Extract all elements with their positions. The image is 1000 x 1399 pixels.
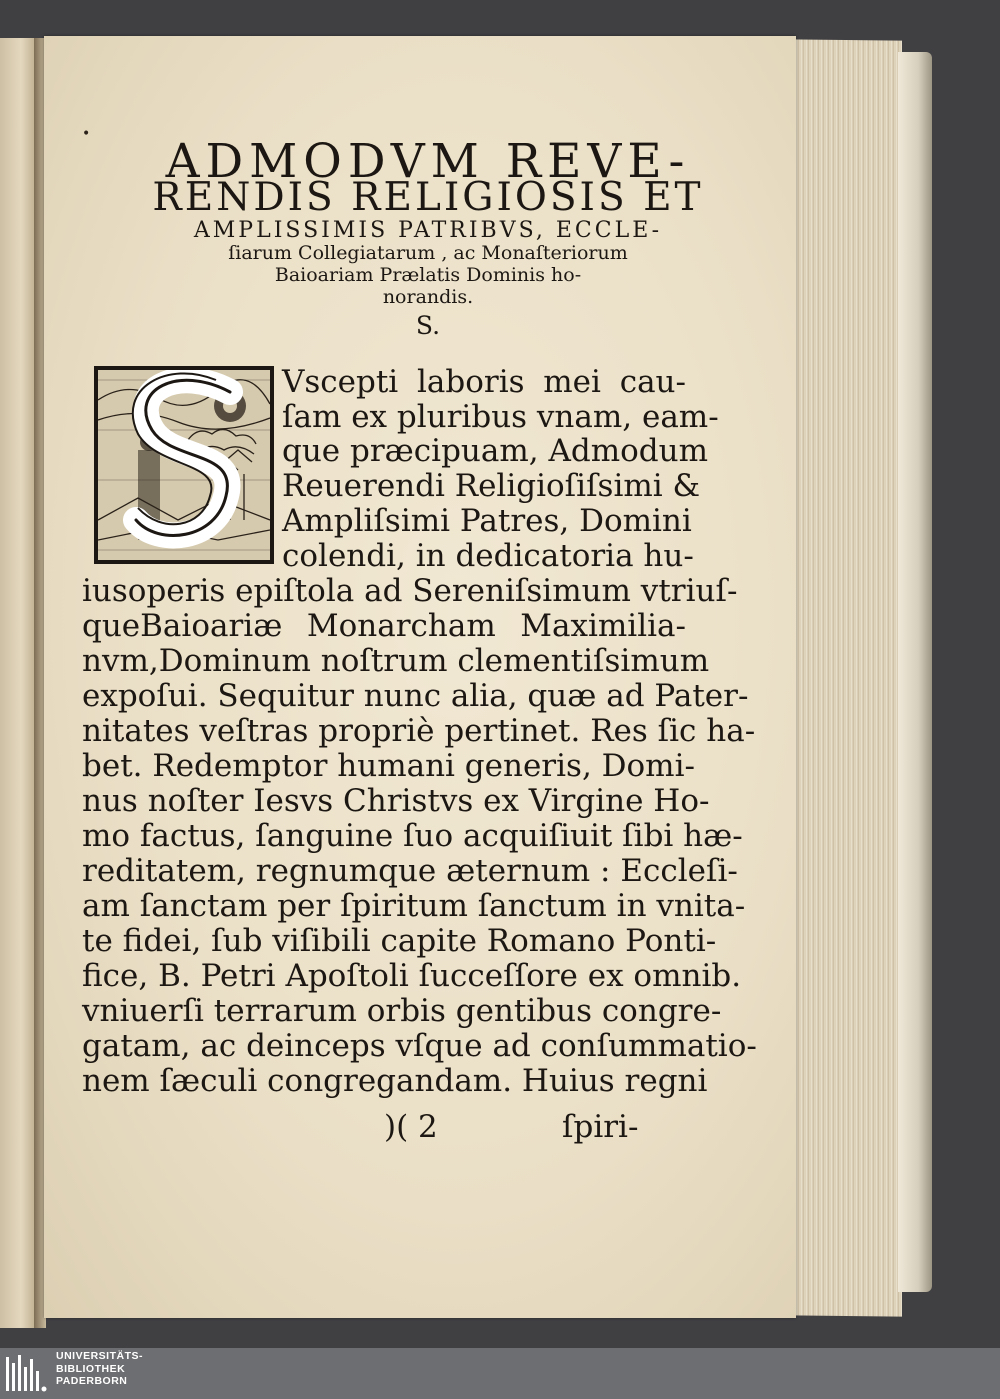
library-name-line-1: UNIVERSITÄTS- [56, 1350, 144, 1362]
left-page-edge [0, 38, 38, 1328]
body-line-20: gatam, ac deinceps vſque ad conſummatio- [82, 1028, 757, 1064]
title-line-2: RENDIS RELIGIOSIS ET [152, 175, 704, 220]
library-name-line-2: BIBLIOTHEK [56, 1362, 126, 1375]
body-line-8: queBaioariæ Monarcham Maximilia- [82, 608, 686, 644]
page-block-edge [790, 39, 902, 1316]
title-line-6: norandis. [382, 286, 474, 308]
decorated-initial-s-woodcut [94, 366, 274, 564]
body-line-21: nem ſæculi congregandam. Huius regni [82, 1063, 708, 1099]
body-line-15: reditatem, regnumque æternum : Eccleſi- [82, 853, 738, 889]
book-cover-edge [898, 52, 932, 1292]
body-line-3: que præcipuam, Admodum [282, 433, 708, 469]
body-line-7: iusoperis epiſtola ad Sereniſsimum vtriuſ- [82, 573, 738, 609]
ink-speck: • [82, 126, 91, 142]
body-line-11: nitates veſtras propriè pertinet. Res ſic ha- [82, 713, 756, 749]
body-line-1: Vscepti laboris mei cau- [282, 364, 686, 400]
title-line-1: ADMODVM REVE- [165, 134, 691, 189]
signature-mark: )( 2 [384, 1109, 438, 1145]
title-line-3: AMPLISSIMIS PATRIBVS, ECCLE- [193, 218, 663, 243]
library-logo-icon [4, 1353, 48, 1395]
salutation: S. [415, 311, 441, 340]
body-line-14: mo factus, ſanguine ſuo acquiſiuit ſibi hæ- [82, 818, 743, 854]
body-line-6: colendi, in dedicatoria hu- [282, 538, 694, 574]
body-line-13: nus noſter Iesvs Christvs ex Virgine Ho- [82, 783, 710, 819]
library-brand-bar [0, 1348, 1000, 1399]
body-line-2: ſam ex pluribus vnam, eam- [282, 399, 719, 435]
library-name-line-3: PADERBORN [56, 1375, 128, 1387]
body-line-4: Reuerendi Religioſiſsimi & [282, 468, 701, 504]
woodcut-illustration [98, 370, 270, 560]
body-line-10: expoſui. Sequitur nunc alia, quæ ad Pater- [82, 678, 749, 714]
title-line-4: ſiarum Collegiatarum , ac Monaſteriorum [228, 242, 628, 264]
library-name [56, 1350, 143, 1388]
title-line-5: Baioariam Prælatis Dominis ho- [274, 264, 582, 286]
body-line-19: vniuerſi terrarum orbis gentibus congre- [82, 993, 722, 1029]
body-line-16: am ſanctam per ſpiritum ſanctum in vnita- [82, 888, 746, 924]
body-line-12: bet. Redemptor humani generis, Domi- [82, 748, 695, 784]
body-line-17: te fidei, ſub viſibili capite Romano Ponti- [82, 923, 717, 959]
body-line-5: Ampliſsimi Patres, Domini [282, 503, 692, 539]
catchword: ſpiri- [562, 1109, 639, 1145]
body-line-18: fice, B. Petri Apoſtoli ſucceſſore ex omnib. [82, 958, 742, 994]
body-line-9: nvm,Dominum noſtrum clementiſsimum [82, 643, 710, 679]
book-page [44, 36, 796, 1318]
